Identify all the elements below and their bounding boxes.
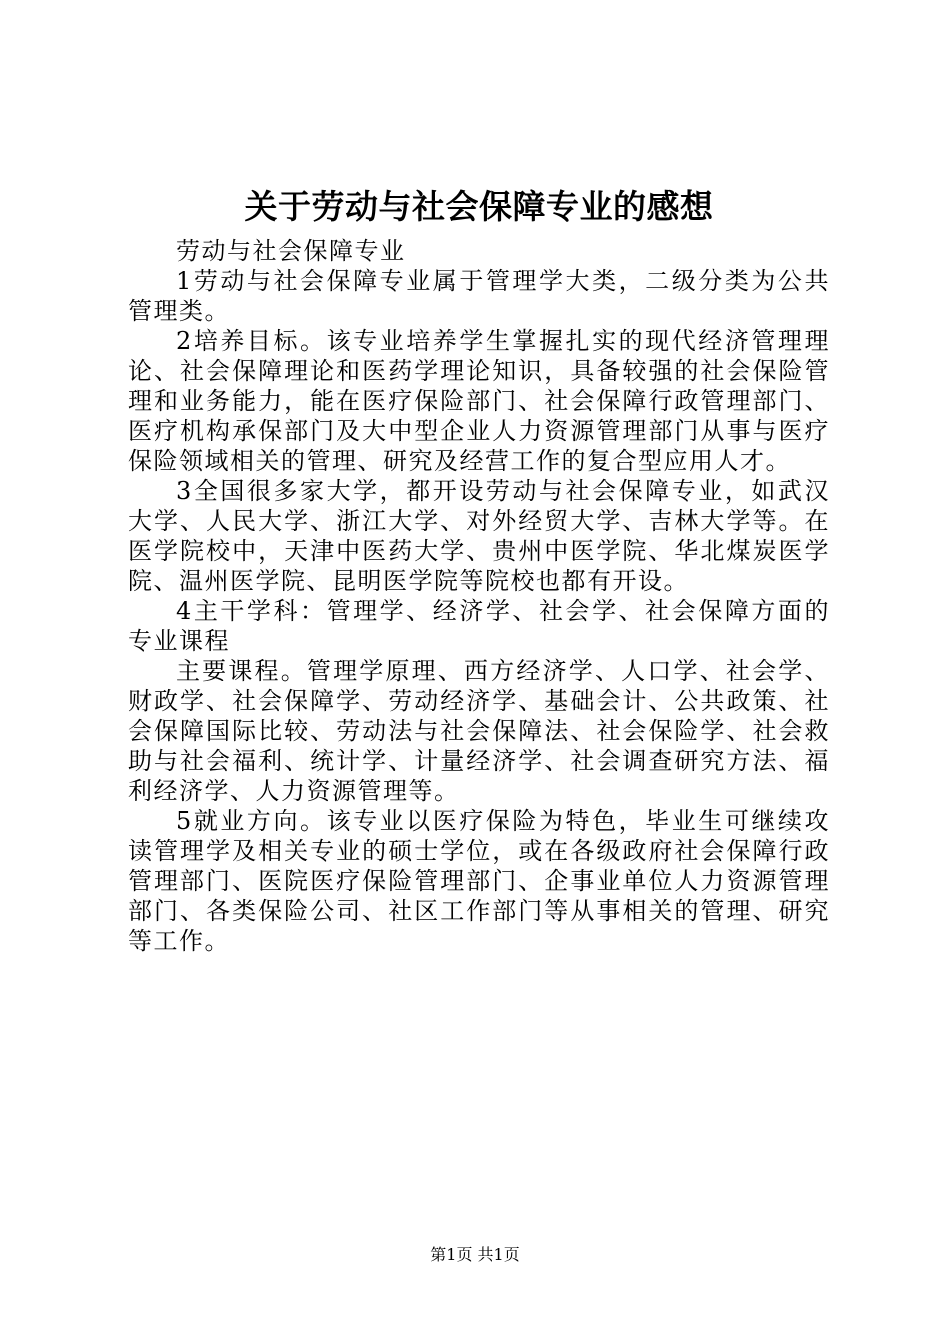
document-title: 关于劳动与社会保障专业的感想 [244,187,714,226]
paragraph-training-goal: 2培养目标。该专业培养学生掌握扎实的现代经济管理理论、社会保障理论和医药学理论知识，具备较强的社会保险管理和业务能力，能在医疗保险部门、社会保障行政管理部门、医疗机构承保部门及大中型企业人力资源管理部门从事与医疗保险领域相关的管理、研究及经营工作的复合型应用人才。 [128,327,830,475]
document-body [128,236,830,956]
paragraph-category: 1劳动与社会保障专业属于管理学大类，二级分类为公共管理类。 [128,267,830,325]
page-footer: 第1页 共1页 [430,1245,520,1264]
paragraph-career: 5就业方向。该专业以医疗保险为特色，毕业生可继续攻读管理学及相关专业的硕士学位，或在各级政府社会保障行政管理部门、医院医疗保险管理部门、企事业单位人力资源管理部门、各类保险公司、社区工作部门等从事相关的管理、研究等工作。 [128,807,830,955]
paragraph-universities: 3全国很多家大学，都开设劳动与社会保障专业，如武汉大学、人民大学、浙江大学、对外经贸大学、吉林大学等。在医学院校中，天津中医药大学、贵州中医学院、华北煤炭医学院、温州医学院、昆明医学院等院校也都有开设。 [128,477,830,595]
paragraph-core-disciplines: 4主干学科：管理学、经济学、社会学、社会保障方面的专业课程 [128,597,830,655]
paragraph-main-courses: 主要课程。管理学原理、西方经济学、人口学、社会学、财政学、社会保障学、劳动经济学、基础会计、公共政策、社会保障国际比较、劳动法与社会保障法、社会保险学、社会救助与社会福利、统计学、计量经济学、社会调查研究方法、福利经济学、人力资源管理等。 [128,657,830,805]
paragraph-subtitle: 劳动与社会保障专业 [176,237,406,265]
